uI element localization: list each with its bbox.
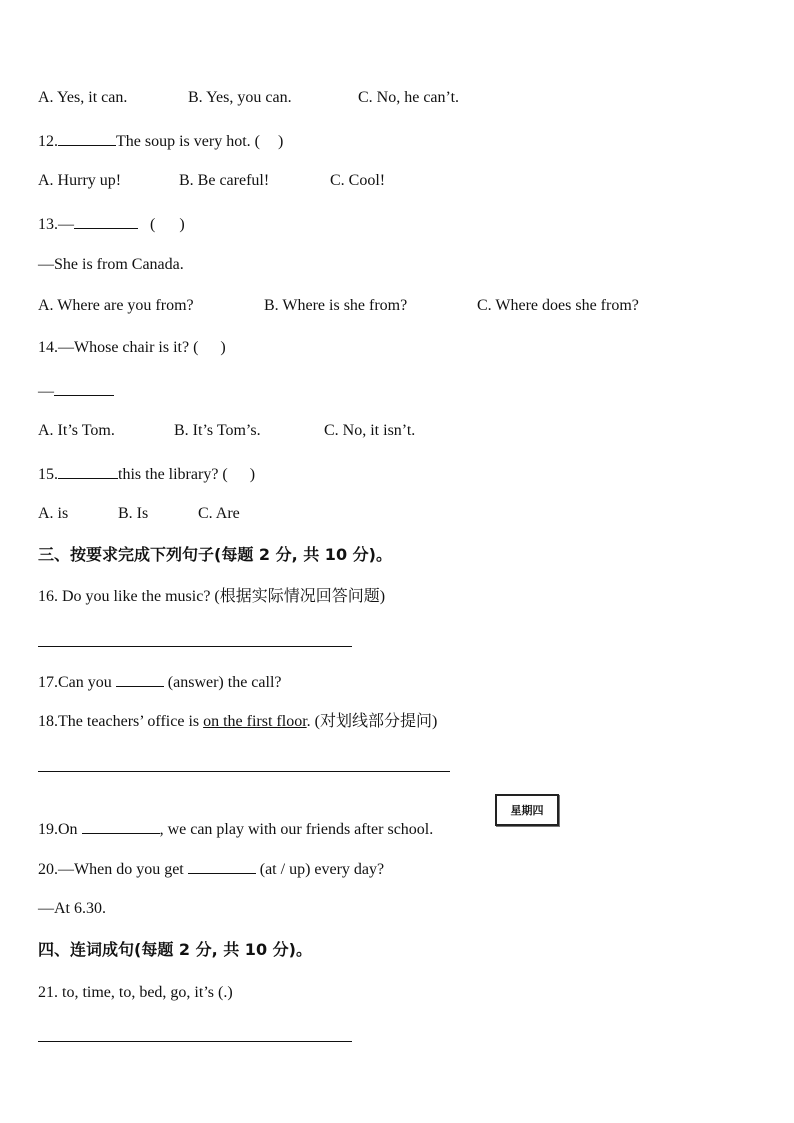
q17-answer-blank[interactable] <box>116 671 164 687</box>
q15-option-b: B. Is <box>118 505 149 522</box>
q15-number: 15. <box>38 466 58 483</box>
q17-text-end: (answer) the call? <box>167 674 282 691</box>
q12-text: The soup is very hot. ( <box>116 133 260 150</box>
q12-option-b: B. Be careful! <box>179 172 270 189</box>
q13-open-paren: ( <box>150 216 156 233</box>
q15-options <box>38 504 240 524</box>
q14-option-b: B. It’s Tom’s. <box>174 422 261 439</box>
q14-text: —Whose chair is it? ( <box>58 339 199 356</box>
q11-option-a: A. Yes, it can. <box>38 89 128 106</box>
q13-number: 13.— <box>38 216 74 233</box>
q13-close-paren: ) <box>179 216 185 233</box>
q12-answer-blank[interactable] <box>58 130 116 146</box>
q13-response: —She is from Canada. <box>38 256 184 273</box>
q19-text-start: 19.On <box>38 821 78 838</box>
q14-number: 14. <box>38 339 58 356</box>
q12-close-paren: ) <box>277 133 284 150</box>
q17-question <box>38 671 282 693</box>
q13-question <box>38 213 185 235</box>
q13-option-b: B. Where is she from? <box>264 297 408 314</box>
q17-text-start: 17.Can you <box>38 674 112 691</box>
q15-answer-blank[interactable] <box>58 463 118 479</box>
q21-question: 21. to, time, to, bed, go, it’s (.) <box>38 984 233 1001</box>
q11-options <box>38 88 459 108</box>
q12-option-c: C. Cool! <box>330 172 386 189</box>
q20-answer-blank[interactable] <box>188 858 256 874</box>
q20-question <box>38 858 384 880</box>
q18-question <box>38 712 437 732</box>
q12-number: 12. <box>38 133 58 150</box>
q15-option-c: C. Are <box>198 505 240 522</box>
q14-options <box>38 421 415 441</box>
q14-option-a: A. It’s Tom. <box>38 422 115 439</box>
q19-text-end: , we can play with our friends after school. <box>159 821 434 838</box>
q15-question <box>38 463 255 485</box>
q14-dash: — <box>38 383 54 400</box>
q18-text-start: 18.The teachers’ office is <box>38 713 204 730</box>
q19-weekday-stamp: 星期四 <box>495 794 559 826</box>
q19-answer-blank[interactable] <box>82 818 160 834</box>
q14-close-paren: ) <box>220 339 226 356</box>
q18-underlined-phrase: on the first floor <box>203 713 307 730</box>
q20-response: —At 6.30. <box>38 900 106 917</box>
q12-option-a: A. Hurry up! <box>38 172 122 189</box>
q19-question <box>38 818 433 840</box>
section-4-heading: 四、连词成句(每题 2 分, 共 10 分)。 <box>38 940 312 959</box>
q11-option-c: C. No, he can’t. <box>358 89 460 106</box>
q14-question <box>38 338 226 358</box>
q18-text-end: . (对划线部分提问) <box>306 713 438 730</box>
q11-option-b: B. Yes, you can. <box>188 89 292 106</box>
q20-text-start: 20.—When do you get <box>38 861 184 878</box>
q14-response <box>38 380 114 402</box>
q13-option-a: A. Where are you from? <box>38 297 194 314</box>
q14-option-c: C. No, it isn’t. <box>324 422 416 439</box>
q14-answer-blank[interactable] <box>54 380 114 396</box>
q12-question <box>38 130 283 152</box>
q15-text: this the library? ( <box>118 466 228 483</box>
q13-options <box>38 296 639 316</box>
q12-options <box>38 171 385 191</box>
q13-answer-blank[interactable] <box>74 213 138 229</box>
q16-answer-line[interactable] <box>38 646 352 647</box>
section-3-heading: 三、按要求完成下列句子(每题 2 分, 共 10 分)。 <box>38 545 392 564</box>
q15-option-a: A. is <box>38 505 69 522</box>
q20-text-end: (at / up) every day? <box>259 861 385 878</box>
q16-question: 16. Do you like the music? (根据实际情况回答问题) <box>38 588 386 605</box>
q13-option-c: C. Where does she from? <box>477 297 639 314</box>
q18-answer-line[interactable] <box>38 771 450 772</box>
q21-answer-line[interactable] <box>38 1041 352 1042</box>
q15-close-paren: ) <box>249 466 256 483</box>
